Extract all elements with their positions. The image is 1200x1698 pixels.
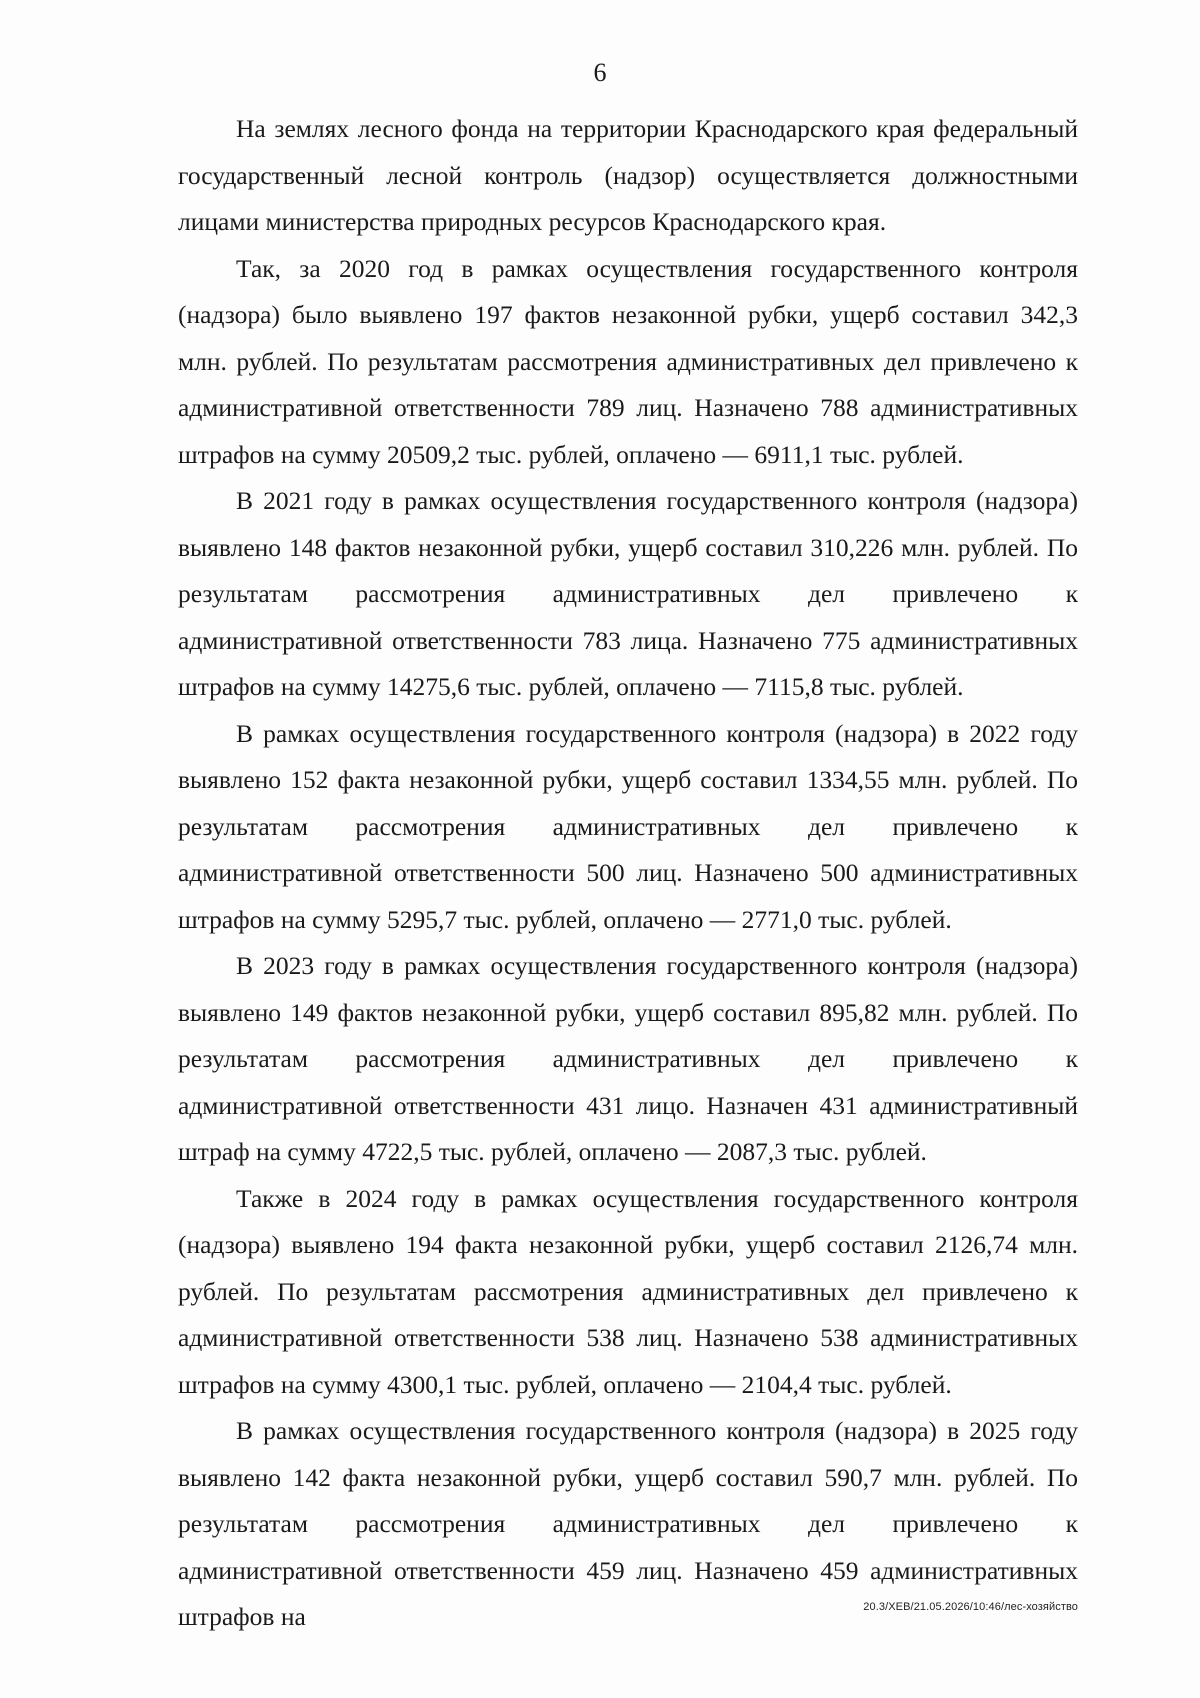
paragraph-2025: В рамках осуществления государственного контроля (надзора) в 2025 году выявлено 142 факта незаконной рубки, ущерб составил 590,7 млн. рублей. По результатам рассмотрения административных дел привлечено к административной ответственности 459 лиц. Назначено 459 административных штрафов на xyxy=(178,1416,1078,1631)
document-registration-code: 20.3/ХЕВ/21.05.2026/10:46/лес-хозяйство xyxy=(863,1601,1078,1613)
paragraph-2023: В 2023 году в рамках осуществления государственного контроля (надзора) выявлено 149 фактов незаконной рубки, ущерб составил 895,82 млн. рублей. По результатам рассмотрения административных дел привлечено к административной ответственности 431 лицо. Назначен 431 административный штраф на сумму 4722,5 тыс. рублей, оплачено — 2087,3 тыс. рублей. xyxy=(178,951,1078,1166)
document-body xyxy=(178,106,1078,1641)
paragraph-2021: В 2021 году в рамках осуществления государственного контроля (надзора) выявлено 148 фактов незаконной рубки, ущерб составил 310,226 млн. рублей. По результатам рассмотрения административных дел привлечено к административной ответственности 783 лица. Назначено 775 административных штрафов на сумму 14275,6 тыс. рублей, оплачено — 7115,8 тыс. рублей. xyxy=(178,486,1078,701)
page-number: 6 xyxy=(593,58,607,87)
paragraph-2020: Так, за 2020 год в рамках осуществления государственного контроля (надзора) было выявлено 197 фактов незаконной рубки, ущерб составил 342,3 млн. рублей. По результатам рассмотрения административных дел привлечено к административной ответственности 789 лиц. Назначено 788 административных штрафов на сумму 20509,2 тыс. рублей, оплачено — 6911,1 тыс. рублей. xyxy=(178,253,1078,469)
paragraph-forest-control-authority: На землях лесного фонда на территории Краснодарского края федеральный государственный лесной контроль (надзор) осуществляется должностными лицами министерства природных ресурсов Краснодарского края. xyxy=(178,114,1078,236)
paragraph-2022: В рамках осуществления государственного контроля (надзора) в 2022 году выявлено 152 факта незаконной рубки, ущерб составил 1334,55 млн. рублей. По результатам рассмотрения административных дел привлечено к административной ответственности 500 лиц. Назначено 500 административных штрафов на сумму 5295,7 тыс. рублей, оплачено — 2771,0 тыс. рублей. xyxy=(178,718,1078,934)
paragraph-2024: Также в 2024 году в рамках осуществления государственного контроля (надзора) выявлено 194 факта незаконной рубки, ущерб составил 2126,74 млн. рублей. По результатам рассмотрения административных дел привлечено к административной ответственности 538 лиц. Назначено 538 административных штрафов на сумму 4300,1 тыс. рублей, оплачено — 2104,4 тыс. рублей. xyxy=(178,1183,1078,1399)
